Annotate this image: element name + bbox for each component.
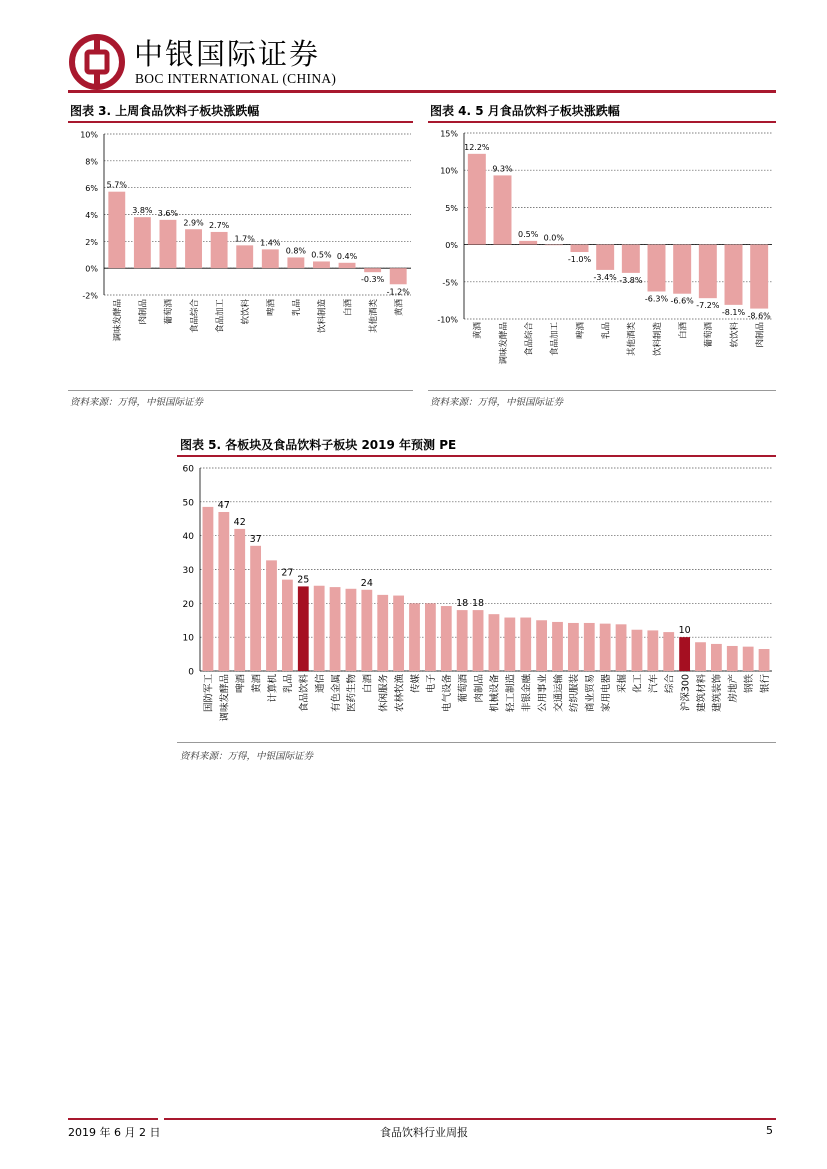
chart5-category-label: 电子 bbox=[426, 674, 438, 694]
chart3-category-label: 葡萄酒 bbox=[164, 299, 175, 325]
chart4-title: 图表 4. 5 月食品饮料子板块涨跌幅 bbox=[430, 104, 620, 118]
header bbox=[0, 0, 827, 100]
chart4-category-label: 白酒 bbox=[678, 322, 689, 340]
chart5-category-label: 啤酒 bbox=[235, 674, 247, 694]
chart5-category-label: 计算机 bbox=[267, 674, 279, 703]
chart5-bar bbox=[568, 623, 579, 671]
chart3-category-label: 其他酒类 bbox=[368, 299, 379, 334]
chart4-data-label: -8.1% bbox=[721, 307, 746, 317]
chart5-category-label: 调味发酵品 bbox=[219, 674, 231, 722]
chart5-category-label: 纺织服装 bbox=[569, 674, 581, 713]
chart5-ytick-label: 20 bbox=[182, 599, 194, 610]
chart5-bar bbox=[663, 632, 674, 671]
chart5-bar bbox=[647, 630, 658, 671]
chart5-bar bbox=[266, 560, 277, 671]
chart5-bar bbox=[250, 546, 261, 671]
chart5-category-label: 房地产 bbox=[728, 674, 740, 703]
chart4-bar bbox=[673, 245, 691, 294]
chart5-top-rule bbox=[177, 455, 776, 457]
chart5-bar bbox=[632, 630, 643, 671]
chart4-data-label: -3.8% bbox=[619, 275, 643, 285]
chart5-bar bbox=[600, 624, 611, 671]
chart5-bar bbox=[536, 620, 547, 671]
chart3-ytick-label: 0% bbox=[85, 264, 98, 274]
chart4-ytick-label: 15% bbox=[440, 129, 458, 139]
chart5-category-label: 通信 bbox=[314, 674, 326, 694]
chart5-ytick-label: 40 bbox=[182, 532, 194, 543]
chart5-data-label: 10 bbox=[678, 625, 691, 637]
chart5-category-label: 公用事业 bbox=[537, 674, 549, 713]
chart5-bar bbox=[695, 642, 706, 671]
chart3-bar bbox=[108, 192, 125, 268]
chart5-plot bbox=[177, 458, 776, 741]
chart4-bar bbox=[648, 245, 666, 292]
chart3-bar bbox=[262, 249, 279, 268]
chart3-ytick-label: 2% bbox=[85, 237, 98, 247]
chart3-data-label: 2.7% bbox=[208, 220, 230, 230]
chart5-data-label: 42 bbox=[233, 516, 246, 528]
chart3-bar bbox=[134, 217, 151, 268]
chart5-bar bbox=[218, 512, 229, 671]
chart3-plot bbox=[68, 124, 413, 390]
chart3-title: 图表 3. 上周食品饮料子板块涨跌幅 bbox=[70, 104, 260, 118]
chart5-category-label: 葡萄酒 bbox=[457, 674, 469, 703]
chart3-data-label: 3.8% bbox=[132, 206, 153, 216]
chart4-data-label: 0.0% bbox=[543, 233, 564, 243]
chart3-bar bbox=[339, 263, 356, 268]
chart5-data-label: 27 bbox=[281, 567, 294, 579]
chart4-data-label: -6.6% bbox=[670, 296, 694, 306]
chart5-ytick-label: 50 bbox=[182, 498, 194, 509]
chart5-bar bbox=[298, 586, 309, 671]
chart3-bottom-rule bbox=[68, 390, 413, 391]
chart5-bar bbox=[361, 590, 372, 671]
chart5-data-label: 24 bbox=[360, 577, 373, 589]
chart5-bar bbox=[759, 649, 770, 671]
chart3-category-label: 调味发酵品 bbox=[113, 299, 124, 342]
chart5-bottom-rule bbox=[177, 742, 776, 743]
chart3-bar bbox=[364, 268, 381, 272]
chart4-ytick-label: 5% bbox=[445, 203, 458, 213]
chart5-bar bbox=[203, 507, 214, 671]
chart5-ytick-label: 60 bbox=[182, 464, 194, 475]
chart3-bar bbox=[211, 232, 228, 268]
chart5-category-label: 国防军工 bbox=[203, 674, 215, 713]
chart4-category-label: 黄酒 bbox=[473, 322, 484, 340]
chart5-ytick-label: 0 bbox=[188, 667, 194, 678]
chart5-title: 图表 5. 各板块及食品饮料子板块 2019 年预测 PE bbox=[180, 438, 457, 452]
chart5-category-label: 沪深300 bbox=[680, 674, 692, 712]
chart4-data-label: -8.6% bbox=[747, 311, 771, 321]
chart5-category-label: 综合 bbox=[664, 674, 676, 694]
chart4-plot bbox=[428, 124, 776, 390]
chart3-data-label: 1.4% bbox=[260, 238, 281, 248]
chart5-bar bbox=[330, 587, 341, 671]
chart5-bar bbox=[393, 596, 404, 671]
chart5-source: 资料来源：万得，中银国际证券 bbox=[180, 751, 314, 762]
chart3-ytick-label: 4% bbox=[85, 211, 98, 220]
chart4-ytick-label: -10% bbox=[437, 315, 458, 325]
chart4-bar bbox=[596, 245, 614, 270]
chart5-category-label: 银行 bbox=[759, 674, 771, 694]
chart5-bar bbox=[346, 589, 357, 671]
chart5-category-label: 食品饮料 bbox=[299, 674, 311, 713]
chart3-source: 资料来源：万得，中银国际证券 bbox=[70, 397, 204, 408]
chart5-category-label: 商业贸易 bbox=[585, 674, 597, 713]
chart5-category-label: 化工 bbox=[632, 674, 644, 694]
footer-report-name: 食品饮料行业周报 bbox=[380, 1126, 468, 1139]
boc-logo-icon bbox=[68, 33, 126, 91]
chart5-bar bbox=[377, 595, 388, 671]
chart3-data-label: 3.6% bbox=[157, 208, 179, 218]
chart3-data-label: -0.3% bbox=[361, 275, 385, 285]
chart3-bar bbox=[160, 220, 177, 268]
chart3-bar bbox=[390, 268, 407, 284]
chart5-bar bbox=[441, 606, 452, 671]
chart5-category-label: 电气设备 bbox=[442, 674, 454, 713]
chart3-bar bbox=[236, 245, 253, 268]
chart5-category-label: 家用电器 bbox=[600, 674, 612, 713]
chart4-category-label: 肉制品 bbox=[755, 322, 766, 348]
chart5-category-label: 建筑装饰 bbox=[712, 674, 724, 713]
chart3-top-rule bbox=[68, 121, 413, 123]
chart3-data-label: 0.4% bbox=[336, 251, 358, 261]
chart3-category-label: 食品加工 bbox=[215, 299, 226, 334]
chart5-bar bbox=[584, 623, 595, 671]
chart5-category-label: 有色金属 bbox=[330, 674, 342, 713]
chart5-bar bbox=[425, 603, 436, 671]
chart3-bar bbox=[185, 229, 202, 268]
chart3-bar bbox=[313, 261, 330, 268]
chart5-category-label: 建筑材料 bbox=[696, 674, 708, 713]
chart3-data-label: 1.7% bbox=[234, 234, 255, 244]
chart5-bar bbox=[616, 624, 627, 671]
footer-rule-left bbox=[68, 1118, 158, 1120]
chart4-bar bbox=[622, 245, 640, 273]
chart4-bar bbox=[519, 241, 537, 245]
chart3-category-label: 食品综合 bbox=[189, 299, 200, 334]
chart5-category-label: 轻工制造 bbox=[505, 674, 517, 713]
chart5-category-label: 白酒 bbox=[362, 674, 374, 694]
chart3-category-label: 黄酒 bbox=[394, 299, 405, 317]
chart5-data-label: 18 bbox=[472, 598, 485, 610]
chart5-category-label: 医药生物 bbox=[346, 674, 358, 713]
chart5-data-label: 25 bbox=[297, 574, 310, 586]
chart4-bar bbox=[545, 245, 563, 246]
chart3-category-label: 啤酒 bbox=[266, 299, 277, 317]
chart4-bar bbox=[494, 175, 512, 244]
chart3-category-label: 肉制品 bbox=[138, 299, 149, 325]
chart5-bar bbox=[727, 646, 738, 671]
chart4-data-label: 0.5% bbox=[518, 229, 539, 239]
footer-page-number: 5 bbox=[766, 1124, 773, 1137]
chart5-category-label: 肉制品 bbox=[473, 674, 485, 703]
footer-rule-right bbox=[164, 1118, 776, 1120]
chart4-bar bbox=[699, 245, 717, 299]
chart5-bar bbox=[552, 622, 563, 671]
chart4-data-label: -7.2% bbox=[696, 301, 720, 311]
chart5-bar bbox=[409, 603, 420, 671]
chart5-data-label: 47 bbox=[217, 499, 230, 511]
chart3-data-label: 2.9% bbox=[183, 218, 204, 228]
chart5-category-label: 非银金融 bbox=[521, 674, 533, 713]
chart3-category-label: 乳品 bbox=[292, 299, 303, 317]
chart3-category-label: 白酒 bbox=[343, 299, 354, 317]
chart5-data-label: 18 bbox=[456, 598, 469, 610]
footer-date: 2019 年 6 月 2 日 bbox=[68, 1126, 161, 1139]
chart4-bar bbox=[750, 245, 768, 309]
chart4-bottom-rule bbox=[428, 390, 776, 391]
chart5-category-label: 休闲服务 bbox=[378, 674, 390, 713]
chart4-data-label: -6.3% bbox=[644, 294, 669, 304]
chart5-category-label: 机械设备 bbox=[489, 674, 501, 713]
chart4-category-label: 食品加工 bbox=[550, 322, 561, 357]
chart4-category-label: 葡萄酒 bbox=[704, 322, 715, 348]
chart3-ytick-label: 8% bbox=[85, 157, 98, 167]
chart5-category-label: 传媒 bbox=[410, 674, 422, 694]
header-rule bbox=[68, 90, 776, 93]
chart5-bar bbox=[234, 529, 245, 671]
chart5-ytick-label: 30 bbox=[182, 566, 194, 576]
chart3-data-label: -1.2% bbox=[386, 287, 410, 297]
chart4-bar bbox=[468, 154, 486, 245]
chart5-category-label: 交通运输 bbox=[553, 674, 565, 713]
chart5-bar bbox=[520, 618, 531, 671]
chart5-ytick-label: 10 bbox=[182, 633, 194, 644]
chart5-bar bbox=[489, 614, 500, 671]
chart5-bar bbox=[314, 586, 325, 671]
brand-name-en: BOC INTERNATIONAL (CHINA) bbox=[135, 71, 337, 86]
chart4-category-label: 啤酒 bbox=[575, 322, 586, 340]
chart5-category-label: 钢铁 bbox=[743, 674, 755, 694]
chart4-data-label: 12.2% bbox=[464, 142, 490, 152]
chart3-ytick-label: -2% bbox=[82, 291, 98, 301]
chart4-category-label: 饮料制造 bbox=[652, 322, 663, 357]
chart3-category-label: 软饮料 bbox=[240, 299, 251, 325]
chart3-ytick-label: 10% bbox=[80, 130, 98, 140]
chart4-ytick-label: 0% bbox=[445, 241, 458, 251]
chart5-bar bbox=[743, 647, 754, 671]
brand-name-cn: 中银国际证券 bbox=[134, 37, 321, 71]
chart5-category-label: 乳品 bbox=[283, 674, 295, 694]
chart4-category-label: 乳品 bbox=[601, 322, 612, 340]
chart3-category-label: 饮料制造 bbox=[317, 299, 328, 334]
chart5-category-label: 农林牧渔 bbox=[394, 674, 406, 713]
chart3-data-label: 5.7% bbox=[106, 180, 127, 190]
chart5-data-label: 37 bbox=[249, 533, 262, 545]
chart3-data-label: 0.5% bbox=[311, 250, 332, 260]
chart5-category-label: 汽车 bbox=[648, 674, 660, 694]
chart4-category-label: 调味发酵品 bbox=[498, 322, 509, 365]
chart4-category-label: 软饮料 bbox=[729, 322, 740, 348]
chart4-bar bbox=[725, 245, 743, 305]
chart4-category-label: 其他酒类 bbox=[627, 322, 638, 357]
chart3-bar bbox=[287, 257, 304, 268]
chart5-bar bbox=[473, 610, 484, 671]
chart3-ytick-label: 6% bbox=[85, 184, 98, 194]
chart5-bar bbox=[457, 610, 468, 671]
chart4-top-rule bbox=[428, 121, 776, 123]
chart5-bar bbox=[679, 637, 690, 671]
chart4-ytick-label: 10% bbox=[440, 166, 458, 176]
chart4-data-label: -3.4% bbox=[593, 272, 617, 282]
chart4-data-label: 9.3% bbox=[492, 164, 513, 174]
chart4-data-label: -1.0% bbox=[567, 255, 592, 265]
chart5-category-label: 黄酒 bbox=[251, 674, 263, 694]
chart4-source: 资料来源：万得，中银国际证券 bbox=[430, 397, 564, 408]
chart5-bar bbox=[711, 644, 722, 671]
chart5-bar bbox=[504, 618, 515, 671]
chart5-category-label: 采掘 bbox=[616, 674, 628, 694]
chart5-bar bbox=[282, 580, 293, 671]
chart4-ytick-label: -5% bbox=[442, 278, 458, 288]
chart4-bar bbox=[571, 245, 589, 252]
chart3-data-label: 0.8% bbox=[285, 246, 307, 256]
chart4-category-label: 食品综合 bbox=[524, 322, 535, 357]
